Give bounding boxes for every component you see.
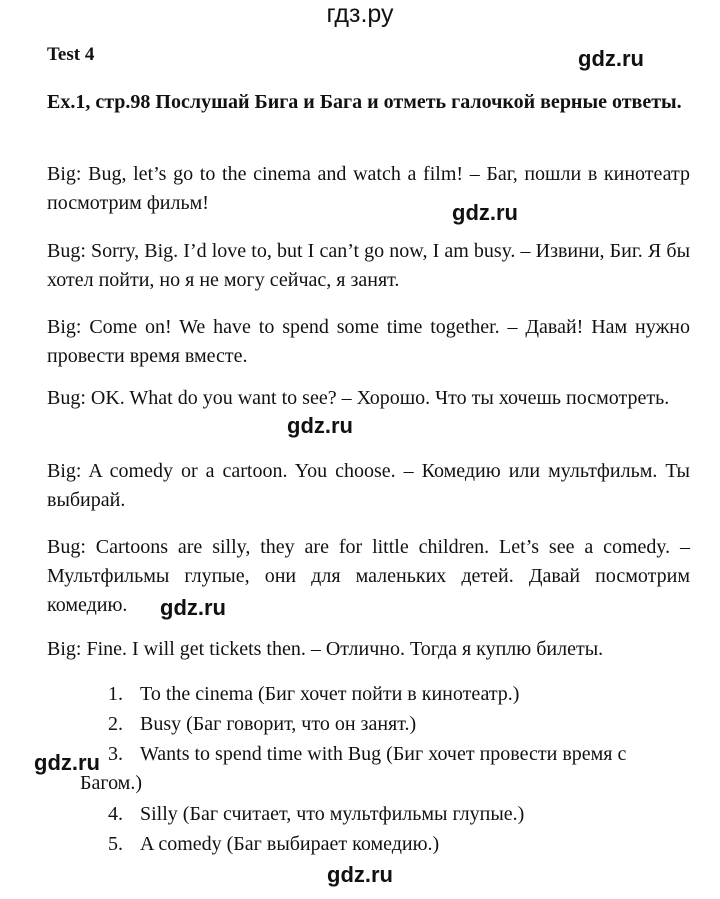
watermark: gdz.ru [578,46,644,71]
answer-item [108,830,688,859]
answer-number: 5. [108,833,123,855]
answer-text: Silly (Баг считает, что мультфильмы глупые.) [140,803,525,825]
watermark: gdz.ru [160,595,226,620]
answer-text: To the cinema (Биг хочет пойти в кинотеатр.) [140,683,520,705]
answer-text: A comedy (Баг выбирает комедию.) [140,833,440,855]
answer-number: 3. [108,743,123,765]
dialogue-line-6: Bug: Cartoons are silly, they are for little children. Let’s see a comedy. – Мультфильмы глупые, они для маленьких детей. Давай посмотрим комедию. [47,536,690,616]
dialogue-line-5: Big: A comedy or a cartoon. You choose. – Комедию или мультфильм. Ты выбирай. [47,460,690,511]
answer-item [80,740,688,798]
watermark: gdz.ru [287,413,353,438]
watermark: gdz.ru [34,750,100,775]
site-header: гдз.ру [326,0,394,28]
dialogue-line-3: Big: Come on! We have to spend some time together. – Давай! Нам нужно провести время вместе. [47,316,690,367]
answer-item [108,680,688,709]
answer-number: 2. [108,713,123,735]
exercise-heading: Ex.1, стр.98 Послушай Бига и Бага и отметь галочкой верные ответы. [47,91,682,113]
dialogue-line-2: Bug: Sorry, Big. I’d love to, but I can’t go now, I am busy. – Извини, Биг. Я бы хотел пойти, но я не могу сейчас, я занят. [47,240,690,291]
answer-item [108,800,688,829]
watermark: gdz.ru [327,862,393,887]
answer-text-continued: Багом.) [80,772,143,794]
answer-text: Busy (Баг говорит, что он занят.) [140,713,417,735]
watermark: gdz.ru [452,200,518,225]
dialogue-line-4: Bug: OK. What do you want to see? – Хорошо. Что ты хочешь посмотреть. [47,387,670,409]
answer-number: 4. [108,803,123,825]
answer-number: 1. [108,683,123,705]
answer-item [108,710,688,739]
dialogue-line-7: Big: Fine. I will get tickets then. – Отлично. Тогда я куплю билеты. [47,638,604,660]
answer-text: Wants to spend time with Bug (Биг хочет провести время с [140,743,627,765]
dialogue-line-1: Big: Bug, let’s go to the cinema and watch a film! – Баг, пошли в кинотеатр посмотрим фильм! [47,163,690,214]
test-title: Test 4 [47,44,95,65]
